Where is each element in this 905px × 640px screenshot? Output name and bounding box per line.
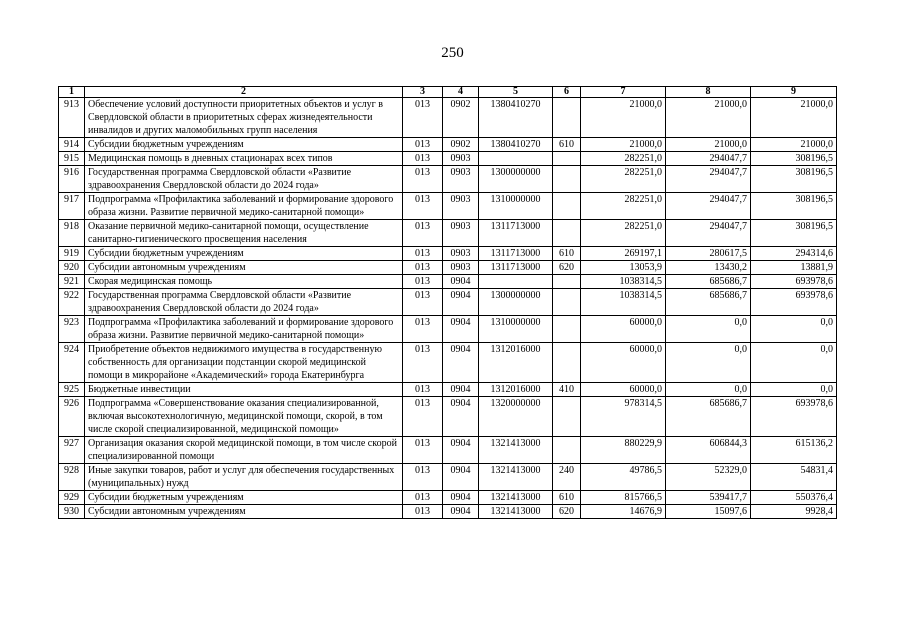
- row-amount-col8: 685686,7: [666, 397, 751, 437]
- row-expense-type: 240: [553, 464, 581, 491]
- row-name: Подпрограмма «Профилактика заболеваний и формирование здорового образа жизни. Развитие первичной медико-санитарной помощи»: [85, 193, 403, 220]
- row-amount-col9: 294314,6: [751, 247, 837, 261]
- row-amount-col7: 269197,1: [581, 247, 666, 261]
- row-amount-col7: 1038314,5: [581, 289, 666, 316]
- row-name: Бюджетные инвестиции: [85, 383, 403, 397]
- row-target-code: 1310000000: [479, 316, 553, 343]
- row-ministry-code: 013: [403, 383, 443, 397]
- row-expense-type: [553, 275, 581, 289]
- table-row: [59, 275, 837, 289]
- row-target-code: 1310000000: [479, 193, 553, 220]
- row-target-code: 1321413000: [479, 491, 553, 505]
- row-name: Подпрограмма «Профилактика заболеваний и формирование здорового образа жизни. Развитие первичной медико-санитарной помощи»: [85, 316, 403, 343]
- table-row: [59, 138, 837, 152]
- row-target-code: 1311713000: [479, 247, 553, 261]
- column-header-4: 4: [443, 87, 479, 98]
- row-name: Субсидии бюджетным учреждениям: [85, 247, 403, 261]
- column-header-2: 2: [85, 87, 403, 98]
- table-row: [59, 437, 837, 464]
- row-ministry-code: 013: [403, 437, 443, 464]
- table-row: [59, 166, 837, 193]
- row-amount-col8: 294047,7: [666, 152, 751, 166]
- row-amount-col9: 550376,4: [751, 491, 837, 505]
- row-target-code: 1300000000: [479, 289, 553, 316]
- row-number: 921: [59, 275, 85, 289]
- row-target-code: 1312016000: [479, 343, 553, 383]
- row-amount-col9: 0,0: [751, 316, 837, 343]
- table-row: [59, 289, 837, 316]
- row-target-code: [479, 152, 553, 166]
- table-row: [59, 383, 837, 397]
- row-amount-col9: 0,0: [751, 343, 837, 383]
- row-section-code: 0903: [443, 261, 479, 275]
- row-amount-col7: 978314,5: [581, 397, 666, 437]
- row-ministry-code: 013: [403, 247, 443, 261]
- row-number: 920: [59, 261, 85, 275]
- row-section-code: 0904: [443, 464, 479, 491]
- row-amount-col8: 280617,5: [666, 247, 751, 261]
- row-amount-col7: 21000,0: [581, 98, 666, 138]
- page-number: 250: [441, 45, 464, 61]
- row-amount-col9: 308196,5: [751, 152, 837, 166]
- row-amount-col9: 21000,0: [751, 98, 837, 138]
- row-section-code: 0904: [443, 397, 479, 437]
- row-target-code: 1320000000: [479, 397, 553, 437]
- row-section-code: 0904: [443, 289, 479, 316]
- row-ministry-code: 013: [403, 289, 443, 316]
- row-amount-col8: 21000,0: [666, 138, 751, 152]
- row-amount-col9: 693978,6: [751, 289, 837, 316]
- row-ministry-code: 013: [403, 220, 443, 247]
- row-expense-type: 620: [553, 261, 581, 275]
- row-name: Государственная программа Свердловской области «Развитие здравоохранения Свердловской области до 2024 года»: [85, 166, 403, 193]
- row-ministry-code: 013: [403, 464, 443, 491]
- row-ministry-code: 013: [403, 316, 443, 343]
- row-target-code: [479, 275, 553, 289]
- row-number: 917: [59, 193, 85, 220]
- row-ministry-code: 013: [403, 193, 443, 220]
- row-number: 924: [59, 343, 85, 383]
- row-amount-col7: 1038314,5: [581, 275, 666, 289]
- column-header-7: 7: [581, 87, 666, 98]
- row-expense-type: [553, 397, 581, 437]
- table-row: [59, 98, 837, 138]
- row-section-code: 0904: [443, 383, 479, 397]
- row-amount-col8: 13430,2: [666, 261, 751, 275]
- column-header-3: 3: [403, 87, 443, 98]
- row-ministry-code: 013: [403, 138, 443, 152]
- row-amount-col9: 54831,4: [751, 464, 837, 491]
- table-row: [59, 343, 837, 383]
- row-number: 919: [59, 247, 85, 261]
- row-section-code: 0903: [443, 247, 479, 261]
- row-section-code: 0903: [443, 220, 479, 247]
- row-target-code: 1380410270: [479, 98, 553, 138]
- row-expense-type: [553, 220, 581, 247]
- row-section-code: 0904: [443, 491, 479, 505]
- column-header-5: 5: [479, 87, 553, 98]
- row-section-code: 0904: [443, 343, 479, 383]
- row-ministry-code: 013: [403, 261, 443, 275]
- row-amount-col9: 21000,0: [751, 138, 837, 152]
- row-amount-col9: 308196,5: [751, 220, 837, 247]
- row-amount-col8: 539417,7: [666, 491, 751, 505]
- row-number: 923: [59, 316, 85, 343]
- row-amount-col9: 13881,9: [751, 261, 837, 275]
- row-amount-col7: 880229,9: [581, 437, 666, 464]
- row-target-code: 1321413000: [479, 505, 553, 519]
- row-ministry-code: 013: [403, 98, 443, 138]
- table-body: [59, 98, 837, 519]
- row-ministry-code: 013: [403, 343, 443, 383]
- row-amount-col7: 14676,9: [581, 505, 666, 519]
- row-name: Субсидии автономным учреждениям: [85, 261, 403, 275]
- row-amount-col7: 49786,5: [581, 464, 666, 491]
- row-ministry-code: 013: [403, 166, 443, 193]
- row-expense-type: [553, 343, 581, 383]
- row-amount-col8: 294047,7: [666, 193, 751, 220]
- row-number: 929: [59, 491, 85, 505]
- row-target-code: 1311713000: [479, 220, 553, 247]
- row-target-code: 1380410270: [479, 138, 553, 152]
- row-amount-col8: 606844,3: [666, 437, 751, 464]
- row-amount-col7: 60000,0: [581, 316, 666, 343]
- row-amount-col9: 693978,6: [751, 275, 837, 289]
- row-expense-type: 620: [553, 505, 581, 519]
- row-name: Организация оказания скорой медицинской помощи, в том числе скорой специализированной помощи: [85, 437, 403, 464]
- row-expense-type: [553, 316, 581, 343]
- row-target-code: 1300000000: [479, 166, 553, 193]
- row-target-code: 1321413000: [479, 437, 553, 464]
- row-section-code: 0902: [443, 138, 479, 152]
- row-number: 927: [59, 437, 85, 464]
- row-name: Субсидии бюджетным учреждениям: [85, 491, 403, 505]
- row-target-code: 1321413000: [479, 464, 553, 491]
- row-name: Медицинская помощь в дневных стационарах всех типов: [85, 152, 403, 166]
- row-amount-col9: 9928,4: [751, 505, 837, 519]
- table-row: [59, 505, 837, 519]
- row-amount-col9: 0,0: [751, 383, 837, 397]
- header-row: [59, 87, 837, 98]
- row-expense-type: [553, 289, 581, 316]
- table-row: [59, 152, 837, 166]
- row-number: 930: [59, 505, 85, 519]
- row-amount-col7: 282251,0: [581, 166, 666, 193]
- row-amount-col8: 52329,0: [666, 464, 751, 491]
- row-amount-col8: 294047,7: [666, 220, 751, 247]
- row-amount-col8: 0,0: [666, 383, 751, 397]
- table-row: [59, 261, 837, 275]
- row-expense-type: [553, 152, 581, 166]
- row-amount-col7: 282251,0: [581, 152, 666, 166]
- row-section-code: 0904: [443, 437, 479, 464]
- row-target-code: 1311713000: [479, 261, 553, 275]
- row-number: 926: [59, 397, 85, 437]
- row-number: 913: [59, 98, 85, 138]
- row-amount-col7: 60000,0: [581, 383, 666, 397]
- row-name: Оказание первичной медико-санитарной помощи, осуществление санитарно-гигиенического просвещения населения: [85, 220, 403, 247]
- row-name: Обеспечение условий доступности приоритетных объектов и услуг в Свердловской области в приоритетных сферах жизнедеятельности инвалидов и других маломобильных групп населения: [85, 98, 403, 138]
- row-expense-type: 610: [553, 138, 581, 152]
- row-section-code: 0903: [443, 193, 479, 220]
- row-ministry-code: 013: [403, 505, 443, 519]
- row-expense-type: 610: [553, 491, 581, 505]
- row-number: 918: [59, 220, 85, 247]
- row-name: Государственная программа Свердловской области «Развитие здравоохранения Свердловской области до 2024 года»: [85, 289, 403, 316]
- column-header-1: 1: [59, 87, 85, 98]
- row-section-code: 0903: [443, 166, 479, 193]
- table-row: [59, 464, 837, 491]
- row-number: 925: [59, 383, 85, 397]
- row-section-code: 0904: [443, 275, 479, 289]
- table-row: [59, 193, 837, 220]
- row-ministry-code: 013: [403, 491, 443, 505]
- row-name: Субсидии автономным учреждениям: [85, 505, 403, 519]
- row-amount-col8: 685686,7: [666, 289, 751, 316]
- row-name: Субсидии бюджетным учреждениям: [85, 138, 403, 152]
- row-amount-col8: 685686,7: [666, 275, 751, 289]
- row-ministry-code: 013: [403, 397, 443, 437]
- row-amount-col9: 615136,2: [751, 437, 837, 464]
- column-header-8: 8: [666, 87, 751, 98]
- row-number: 916: [59, 166, 85, 193]
- row-section-code: 0904: [443, 505, 479, 519]
- row-name: Скорая медицинская помощь: [85, 275, 403, 289]
- row-name: Иные закупки товаров, работ и услуг для обеспечения государственных (муниципальных) нужд: [85, 464, 403, 491]
- row-amount-col7: 13053,9: [581, 261, 666, 275]
- row-amount-col8: 0,0: [666, 316, 751, 343]
- budget-table: [58, 86, 837, 519]
- row-name: Подпрограмма «Совершенствование оказания специализированной, включая высокотехнологичную, медицинской помощи, скорой, в том числе скорой специализированной, медицинской помощи»: [85, 397, 403, 437]
- row-amount-col9: 308196,5: [751, 166, 837, 193]
- row-name: Приобретение объектов недвижимого имущества в государственную собственность для организации подстанции скорой медицинской помощи в микрорайоне «Академический» города Екатеринбурга: [85, 343, 403, 383]
- table-row: [59, 247, 837, 261]
- row-expense-type: [553, 166, 581, 193]
- table-row: [59, 491, 837, 505]
- row-amount-col9: 308196,5: [751, 193, 837, 220]
- row-ministry-code: 013: [403, 152, 443, 166]
- column-header-9: 9: [751, 87, 837, 98]
- row-section-code: 0903: [443, 152, 479, 166]
- row-amount-col8: 15097,6: [666, 505, 751, 519]
- row-section-code: 0904: [443, 316, 479, 343]
- table-row: [59, 220, 837, 247]
- row-number: 914: [59, 138, 85, 152]
- row-amount-col8: 294047,7: [666, 166, 751, 193]
- table-row: [59, 316, 837, 343]
- row-ministry-code: 013: [403, 275, 443, 289]
- row-amount-col7: 282251,0: [581, 193, 666, 220]
- column-header-6: 6: [553, 87, 581, 98]
- row-number: 922: [59, 289, 85, 316]
- table-row: [59, 397, 837, 437]
- row-expense-type: [553, 98, 581, 138]
- row-number: 928: [59, 464, 85, 491]
- row-amount-col7: 815766,5: [581, 491, 666, 505]
- row-expense-type: 610: [553, 247, 581, 261]
- row-amount-col8: 21000,0: [666, 98, 751, 138]
- row-target-code: 1312016000: [479, 383, 553, 397]
- row-expense-type: [553, 437, 581, 464]
- row-amount-col7: 21000,0: [581, 138, 666, 152]
- row-amount-col7: 282251,0: [581, 220, 666, 247]
- row-amount-col8: 0,0: [666, 343, 751, 383]
- row-expense-type: [553, 193, 581, 220]
- row-section-code: 0902: [443, 98, 479, 138]
- row-expense-type: 410: [553, 383, 581, 397]
- row-number: 915: [59, 152, 85, 166]
- row-amount-col7: 60000,0: [581, 343, 666, 383]
- row-amount-col9: 693978,6: [751, 397, 837, 437]
